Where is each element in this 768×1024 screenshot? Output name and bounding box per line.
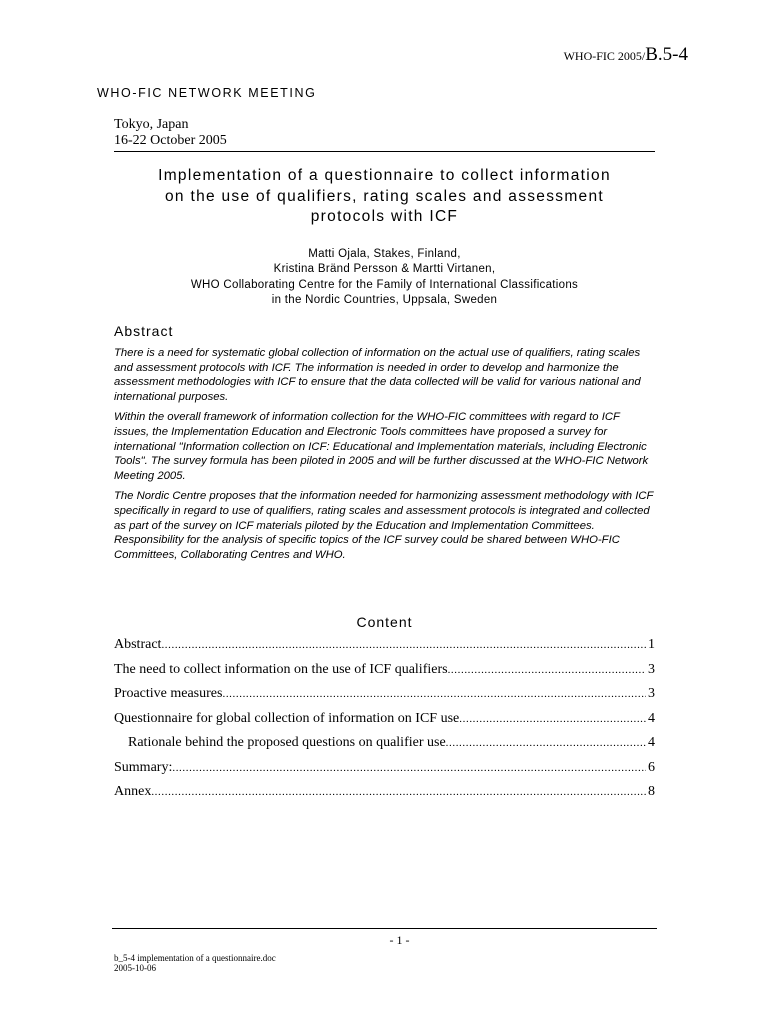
title-line-1: Implementation of a questionnaire to collect information bbox=[158, 167, 611, 184]
toc-entry-page: 6 bbox=[648, 759, 655, 775]
toc-entry-label: Proactive measures bbox=[114, 686, 223, 701]
footer-file-info bbox=[114, 953, 276, 973]
title-line-3: protocols with ICF bbox=[310, 208, 459, 225]
toc-entry-label: The need to collect information on the use of ICF qualifiers bbox=[114, 661, 448, 677]
toc-entry-proactive-measures[interactable] bbox=[114, 686, 655, 711]
author-line-3: WHO Collaborating Centre for the Family of International Classifications bbox=[190, 278, 579, 291]
toc-leader-dots bbox=[448, 664, 646, 676]
header-divider bbox=[114, 151, 655, 152]
toc-leader-dots bbox=[151, 786, 646, 798]
toc-entry-summary[interactable] bbox=[114, 760, 655, 785]
toc-entry-label: Questionnaire for global collection of information on ICF use bbox=[114, 710, 460, 726]
toc-leader-dots bbox=[172, 762, 646, 774]
toc-leader-dots bbox=[459, 713, 646, 725]
toc-entry-abstract[interactable] bbox=[114, 637, 655, 662]
toc-entry-label: Annex bbox=[114, 784, 152, 799]
page-number: - 1 - bbox=[389, 933, 410, 947]
meeting-dates: 16-22 October 2005 bbox=[114, 133, 227, 148]
toc-entry-page: 4 bbox=[648, 710, 655, 726]
toc-entry-label: Summary: bbox=[114, 759, 173, 775]
toc-entry-page: 8 bbox=[648, 784, 655, 799]
abstract-paragraph-3: The Nordic Centre proposes that the information needed for harmonizing assessment methodology with ICF specifically in regard to use of qualifiers, rating scales and assessment protocols is integrated and collected as part of the survey on ICF materials piloted by the Education and Implementation Committees. Responsibility for the analysis of specific topics of the ICF survey could be shared between WHO-FIC Committees, Collaborating Centres and WHO. bbox=[114, 490, 654, 561]
document-code bbox=[564, 44, 688, 66]
toc-heading: Content bbox=[356, 614, 413, 630]
author-line-2: Kristina Bränd Persson & Martti Virtanen, bbox=[273, 263, 496, 276]
document-title bbox=[112, 166, 657, 228]
toc-leader-dots bbox=[161, 639, 646, 651]
meeting-city: Tokyo, Japan bbox=[114, 117, 189, 132]
title-line-2: on the use of qualifiers, rating scales and assessment bbox=[165, 187, 604, 205]
author-block bbox=[112, 247, 657, 308]
toc-entry-label: Abstract bbox=[114, 637, 162, 652]
abstract-paragraph-2: Within the overall framework of information collection for the WHO-FIC committees with regard to ICF issues, the Implementation Education and Electronic Tools committees have proposed a survey for international "Information collection on ICF: Educational and Implementation materials, including Electronic Tools". The survey formula has been piloted in 2005 and will be further discussed at the WHO-FIC Network Meeting 2005. bbox=[114, 411, 649, 482]
footer-divider bbox=[112, 928, 657, 929]
author-line-1: Matti Ojala, Stakes, Finland, bbox=[308, 248, 461, 260]
meeting-name: WHO-FIC NETWORK MEETING bbox=[97, 86, 317, 100]
abstract-body bbox=[114, 346, 654, 568]
table-of-contents bbox=[114, 637, 655, 809]
toc-entry-rationale[interactable] bbox=[114, 735, 655, 760]
toc-entry-label: Rationale behind the proposed questions on qualifier use bbox=[128, 735, 446, 750]
toc-entry-page: 3 bbox=[648, 661, 655, 677]
footer-file-date: 2005-10-06 bbox=[114, 963, 156, 973]
toc-entry-page: 1 bbox=[648, 637, 655, 652]
abstract-heading: Abstract bbox=[114, 323, 174, 339]
toc-entry-page: 4 bbox=[648, 735, 655, 750]
footer-file-name: b_5-4 implementation of a questionnaire.doc bbox=[114, 953, 276, 963]
author-line-4: in the Nordic Countries, Uppsala, Sweden bbox=[271, 293, 498, 306]
document-code-main: B.5-4 bbox=[645, 44, 688, 65]
meeting-location bbox=[114, 117, 227, 149]
toc-entry-annex[interactable] bbox=[114, 784, 655, 809]
document-code-prefix: WHO-FIC 2005/ bbox=[563, 49, 646, 63]
toc-entry-questionnaire[interactable] bbox=[114, 711, 655, 736]
toc-entry-page: 3 bbox=[648, 686, 655, 701]
toc-leader-dots bbox=[446, 737, 646, 749]
abstract-paragraph-1: There is a need for systematic global collection of information on the actual use of qualifiers, rating scales and assessment protocols with ICF. The information is needed in order to develop and harmonize the assessment methodologies with ICF to ensure that the data collected will be valid for various national and international purposes. bbox=[114, 347, 641, 403]
toc-entry-need-to-collect[interactable] bbox=[114, 662, 655, 687]
toc-leader-dots bbox=[222, 688, 646, 700]
